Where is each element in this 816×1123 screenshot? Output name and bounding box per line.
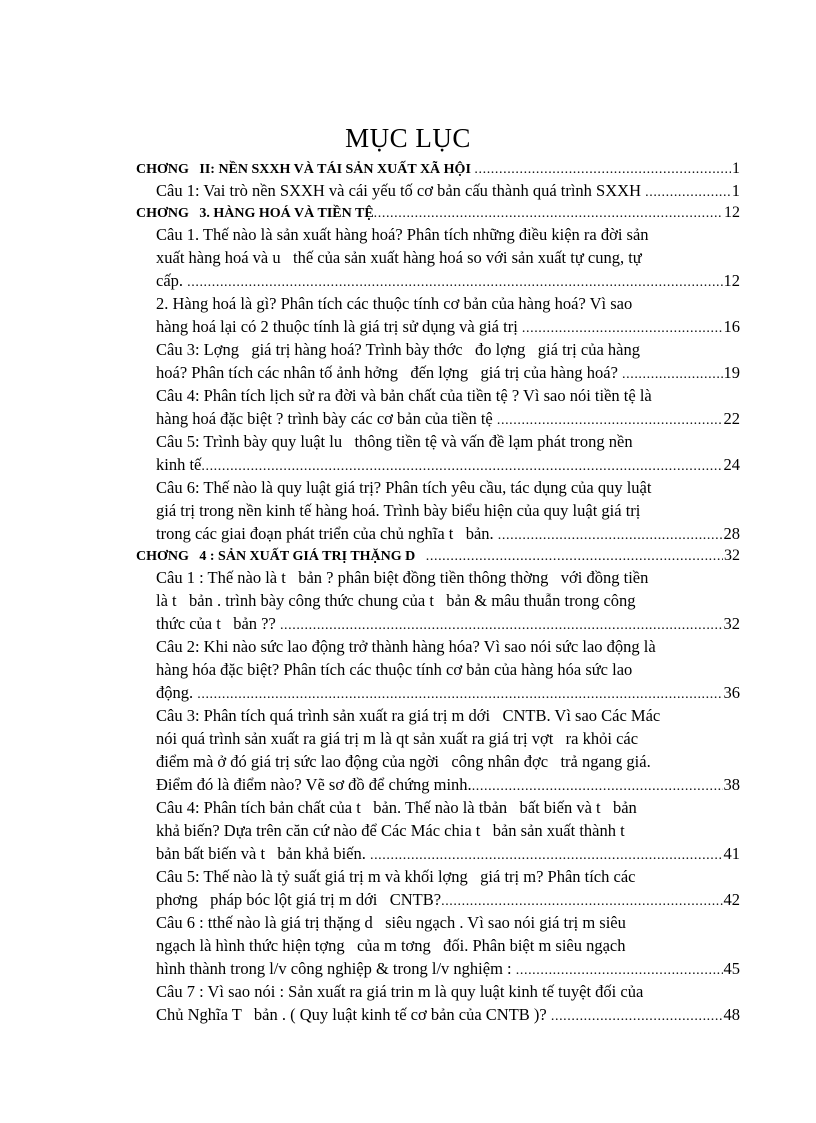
toc-entry-text: CHƠNG 3. HÀNG HOÁ VÀ TIỀN TỆ xyxy=(136,206,374,221)
toc-entry-text: hàng hoá lại có 2 thuộc tính là giá trị sử dụng và giá trị xyxy=(156,317,522,336)
dot-leader xyxy=(201,455,722,476)
toc-entry-text: 2. Hàng hoá là gì? Phân tích các thuộc tính cơ bản của hàng hoá? Vì sao xyxy=(156,294,633,313)
toc-page-number: 32 xyxy=(724,547,740,564)
toc-line xyxy=(136,911,740,934)
toc-entry-text: giá trị trong nền kinh tế hàng hoá. Trình bày biểu hiện của quy luật giá trị xyxy=(156,501,641,520)
dot-leader xyxy=(280,614,723,635)
toc-line xyxy=(136,727,740,750)
dot-leader xyxy=(498,524,723,545)
dot-leader xyxy=(426,546,723,566)
toc-entry-text: khả biến? Dựa trên căn cứ nào để Các Mác chia t bản sản xuất thành t xyxy=(156,821,625,840)
toc-line[interactable] xyxy=(136,612,740,635)
toc-line[interactable] xyxy=(136,315,740,338)
toc-page-number: 16 xyxy=(723,317,740,336)
toc-chapter-entry[interactable] xyxy=(136,158,740,179)
toc-entry-text: Điểm đó là điểm nào? Vẽ sơ đồ để chứng minh. xyxy=(156,775,472,794)
toc-entry-text: Câu 4: Phân tích bản chất của t bản. Thế nào là tbản bất biến và t bản xyxy=(156,798,637,817)
toc-entry-text: bản bất biến và t bản khả biến. xyxy=(156,844,370,863)
dot-leader xyxy=(551,1005,723,1026)
toc-line[interactable] xyxy=(136,888,740,911)
toc-page-number: 1 xyxy=(732,160,740,177)
toc-line[interactable] xyxy=(136,522,740,545)
toc-page-number: 19 xyxy=(723,363,740,382)
toc-entry-text: Câu 6: Thế nào là quy luật giá trị? Phân tích yêu cầu, tác dụng của quy luật xyxy=(156,478,652,497)
toc-line xyxy=(136,246,740,269)
toc-line xyxy=(136,658,740,681)
toc-line xyxy=(136,750,740,773)
toc-entry-text: Câu 6 : tthế nào là giá trị thặng d siêu ngạch . Vì sao nói giá trị m siêu xyxy=(156,913,626,932)
dot-leader xyxy=(441,890,722,911)
toc-page-number: 24 xyxy=(723,455,740,474)
toc-chapter-entry[interactable] xyxy=(136,202,740,223)
toc-line xyxy=(136,589,740,612)
toc-entry-text: điểm mà ở đó giá trị sức lao động của ngời công nhân đợc trả ngang giá. xyxy=(156,752,651,771)
toc-entry-text: là t bản . trình bày công thức chung của t bản & mâu thuẫn trong công xyxy=(156,591,636,610)
toc-entry-text: Chủ Nghĩa T bản . ( Quy luật kinh tế cơ bản của CNTB )? xyxy=(156,1005,551,1024)
toc-page-number: 36 xyxy=(723,683,740,702)
toc-entry-text: Câu 5: Trình bày quy luật lu thông tiền tệ và vấn đề lạm phát trong nền xyxy=(156,432,633,451)
toc-line[interactable] xyxy=(136,842,740,865)
toc-entry-text: thức của t bản ?? xyxy=(156,614,280,633)
toc-line xyxy=(136,384,740,407)
table-of-contents xyxy=(136,158,740,1026)
dot-leader xyxy=(645,181,731,202)
toc-line[interactable] xyxy=(136,773,740,796)
toc-entry-text: Câu 2: Khi nào sức lao động trở thành hàng hóa? Vì sao nói sức lao động là xyxy=(156,637,656,656)
toc-entry-text: phơng pháp bóc lột giá trị m dới CNTB? xyxy=(156,890,442,909)
dot-leader xyxy=(197,683,722,704)
toc-line[interactable] xyxy=(136,269,740,292)
toc-page-number: 45 xyxy=(723,959,740,978)
toc-page-number: 22 xyxy=(723,409,740,428)
toc-line xyxy=(136,819,740,842)
page-title: MỤC LỤC xyxy=(345,123,471,153)
toc-line xyxy=(136,865,740,888)
toc-line xyxy=(136,292,740,315)
dot-leader xyxy=(522,317,723,338)
toc-line xyxy=(136,704,740,727)
toc-chapter-entry[interactable] xyxy=(136,545,740,566)
dot-leader xyxy=(187,271,722,292)
toc-entry-text: kinh tế xyxy=(156,455,202,474)
toc-page-number: 32 xyxy=(723,614,740,633)
toc-entry-text: cấp. xyxy=(156,271,188,290)
dot-leader xyxy=(472,775,723,796)
toc-line xyxy=(136,430,740,453)
dot-leader xyxy=(370,844,723,865)
toc-line xyxy=(136,980,740,1003)
toc-entry-text: ngạch là hình thức hiện tợng của m tơng đối. Phân biệt m siêu ngạch xyxy=(156,936,626,955)
toc-page-number: 41 xyxy=(723,844,740,863)
toc-line xyxy=(136,223,740,246)
toc-line xyxy=(136,338,740,361)
toc-entry-text: trong các giai đoạn phát triển của chủ nghĩa t bản. xyxy=(156,524,498,543)
dot-leader xyxy=(622,363,722,384)
toc-entry-text: Câu 1. Thế nào là sản xuất hàng hoá? Phân tích những điều kiện ra đời sản xyxy=(156,225,649,244)
toc-entry-text: Câu 3: Phân tích quá trình sản xuất ra giá trị m dới CNTB. Vì sao Các Mác xyxy=(156,706,661,725)
toc-entry-text: Câu 5: Thế nào là tỷ suất giá trị m và khối lợng giá trị m? Phân tích các xyxy=(156,867,636,886)
toc-line xyxy=(136,635,740,658)
toc-entry-text: CHƠNG II: NỀN SXXH VÀ TÁI SẢN XUẤT XÃ HỘI xyxy=(136,162,475,177)
toc-page-number: 12 xyxy=(723,271,740,290)
toc-page-number: 48 xyxy=(723,1005,740,1024)
toc-page-number: 28 xyxy=(723,524,740,543)
toc-entry-text: xuất hàng hoá và u thế của sản xuất hàng hoá so với sản xuất tự cung, tự xyxy=(156,248,642,267)
toc-line xyxy=(136,566,740,589)
dot-leader xyxy=(497,409,723,430)
toc-entry-text: hàng hoá đặc biệt ? trình bày các cơ bản của tiền tệ xyxy=(156,409,497,428)
toc-page-number: 38 xyxy=(723,775,740,794)
toc-line xyxy=(136,934,740,957)
toc-entry-text: Câu 3: Lợng giá trị hàng hoá? Trình bày thớc đo lợng giá trị của hàng xyxy=(156,340,640,359)
toc-entry-text: động. xyxy=(156,683,198,702)
toc-line[interactable] xyxy=(136,361,740,384)
toc-entry-text: Câu 4: Phân tích lịch sử ra đời và bản chất của tiền tệ ? Vì sao nói tiền tệ là xyxy=(156,386,652,405)
toc-entry-text: nói quá trình sản xuất ra giá trị m là qt sản xuất ra giá trị vợt ra khỏi các xyxy=(156,729,639,748)
toc-entry-text: Câu 1 : Thế nào là t bản ? phân biệt đồng tiền thông thờng với đồng tiền xyxy=(156,568,649,587)
toc-page-number: 42 xyxy=(723,890,740,909)
toc-line xyxy=(136,476,740,499)
toc-line[interactable] xyxy=(136,681,740,704)
dot-leader xyxy=(474,159,731,179)
toc-line[interactable] xyxy=(136,957,740,980)
toc-entry-text: hình thành trong l/v công nghiệp & trong l/v nghiệm : xyxy=(156,959,516,978)
toc-entry-text: Câu 7 : Vì sao nói : Sản xuất ra giá trin m là quy luật kinh tế tuyệt đối của xyxy=(156,982,644,1001)
toc-page-number: 12 xyxy=(724,204,740,221)
toc-page-number: 1 xyxy=(731,181,740,200)
toc-line xyxy=(136,499,740,522)
toc-entry-text: Câu 1: Vai trò nền SXXH và cái yếu tố cơ bản cấu thành quá trình SXXH xyxy=(156,181,646,200)
toc-entry-text: CHƠNG 4 : SẢN XUẤT GIÁ TRỊ THẶNG D xyxy=(136,549,426,564)
toc-entry-text: hoá? Phân tích các nhân tố ảnh hởng đến lợng giá trị của hàng hoá? xyxy=(156,363,623,382)
toc-line[interactable] xyxy=(136,407,740,430)
dot-leader xyxy=(374,203,723,223)
toc-entry-text: hàng hóa đặc biệt? Phân tích các thuộc tính cơ bản của hàng hóa sức lao xyxy=(156,660,633,679)
toc-line xyxy=(136,796,740,819)
toc-line[interactable] xyxy=(136,1003,740,1026)
toc-line[interactable] xyxy=(136,453,740,476)
toc-line[interactable] xyxy=(136,179,740,202)
dot-leader xyxy=(516,959,723,980)
